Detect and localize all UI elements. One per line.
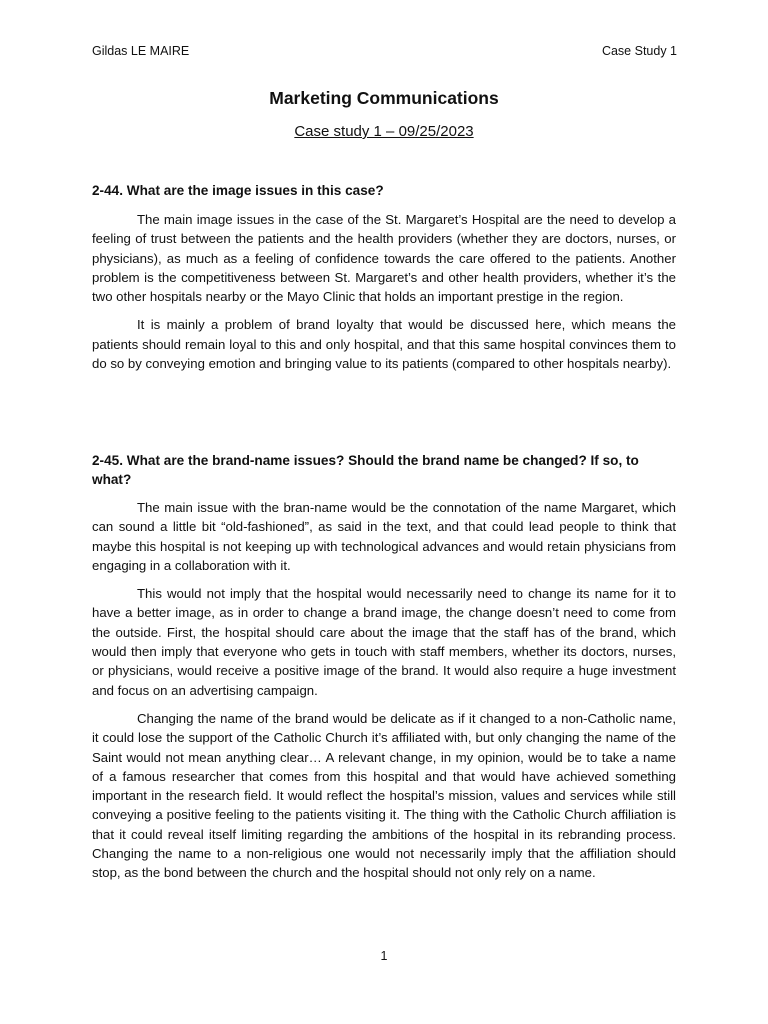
header-author: Gildas LE MAIRE: [92, 44, 190, 58]
section-paragraph: It is mainly a problem of brand loyalty that would be discussed here, which means the patients should remain loyal to this and only hospital, and that this same hospital convinces them to do so by conveying emotion and bringing value to its patients (compared to other hospitals nearby).: [92, 317, 676, 372]
section-paragraph: The main image issues in the case of the St. Margaret’s Hospital are the need to develop a feeling of trust between the patients and the health providers (whether they are doctors, nurses, or physicians), as much as a feeling of confidence towards the care offered to the patients. Another problem is the competitiveness between St. Margaret’s and other health providers, whether it’s the two other hospitals nearby or the Mayo Clinic that holds an important prestige in the region.: [92, 212, 676, 305]
document-subtitle: Case study 1 – 09/25/2023: [294, 123, 474, 140]
page-header: [92, 43, 677, 59]
header-label: Case Study 1: [601, 44, 677, 58]
section-paragraph: The main issue with the bran-name would be the connotation of the name Margaret, which can sound a little bit “old-fashioned”, as said in the text, and that could lead people to think that maybe this hospital is not keeping up with technological advances and would retain physicians from engaging in a collaboration with it.: [92, 500, 676, 573]
section-question: 2-44. What are the image issues in this case?: [92, 183, 384, 198]
section-2-44: [92, 181, 676, 382]
document-title: Marketing Communications: [269, 88, 499, 108]
section-paragraph: Changing the name of the brand would be delicate as if it changed to a non-Catholic name, it could lose the support of the Catholic Church it’s affiliated with, but only changing the name of the Saint would not mean anything clear… A relevant change, in my opinion, would be to take a name of a famous researcher that comes from this hospital and that would have achieved something important in the research field. It would reflect the hospital’s mission, values and services while still conveying a positive feeling to the patients visiting it. The thing with the Catholic Church affiliation is that it could reveal itself limiting regarding the ambitions of the hospital in its rebranding process. Changing the name to a non-religious one would not necessarily imply that the affiliation should stop, as the bond between the church and the hospital should not only rely on a name.: [92, 710, 676, 881]
section-question: 2-45. What are the brand-name issues? Should the brand name be changed? If so, to what?: [92, 453, 639, 487]
page-number: 1: [380, 949, 388, 963]
section-paragraph: This would not imply that the hospital would necessarily need to change its name for it to have a better image, as in order to change a brand image, the change doesn’t need to come from the outside. First, the hospital should care about the image that the staff has of the brand, which would then imply that everyone who gets in touch with staff members, whether its doctors, nurses, or physicians, would receive a positive image of the brand. It would also require a huge investment and focus on an advertising campaign.: [92, 586, 676, 698]
section-2-45: [92, 451, 676, 892]
